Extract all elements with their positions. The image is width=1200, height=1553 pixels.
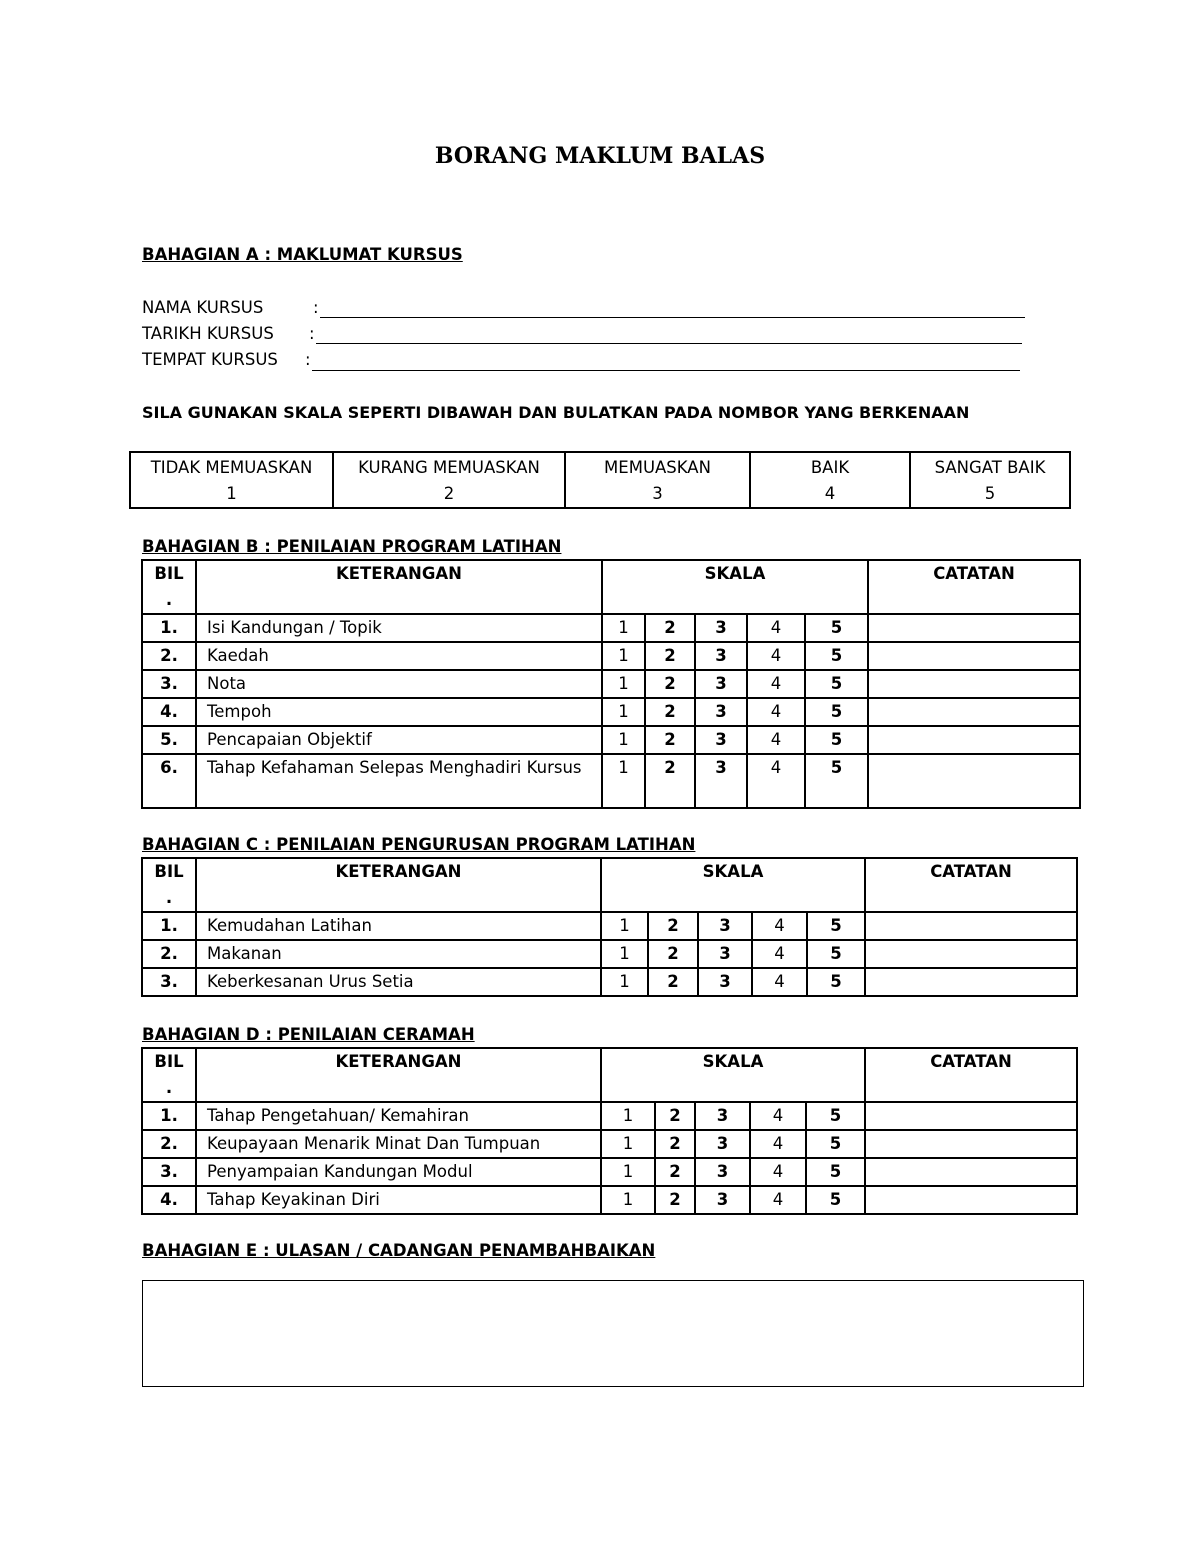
section-a-heading: BAHAGIAN A : MAKLUMAT KURSUS bbox=[142, 245, 463, 264]
field-colon: : bbox=[309, 324, 315, 343]
table-row bbox=[142, 940, 1077, 968]
row-description: Kemudahan Latihan bbox=[196, 912, 601, 940]
scale-option-4[interactable]: 4 bbox=[750, 1158, 806, 1186]
scale-option-5[interactable]: 5 bbox=[806, 1130, 865, 1158]
row-description: Isi Kandungan / Topik bbox=[196, 614, 602, 642]
row-description: Makanan bbox=[196, 940, 601, 968]
nama-kursus-input-line[interactable] bbox=[320, 317, 1025, 318]
tarikh-kursus-input-line[interactable] bbox=[316, 343, 1022, 344]
scale-option-3[interactable]: 3 bbox=[695, 614, 747, 642]
scale-option-1[interactable]: 1 bbox=[601, 940, 648, 968]
table-row bbox=[142, 1158, 1077, 1186]
row-bil: 1. bbox=[142, 1102, 196, 1130]
header-catatan: CATATAN bbox=[865, 858, 1077, 912]
scale-option-2[interactable]: 2 bbox=[645, 670, 695, 698]
header-bil-dot: . bbox=[165, 888, 173, 907]
field-colon: : bbox=[313, 298, 319, 317]
row-description: Kaedah bbox=[196, 642, 602, 670]
catatan-cell[interactable] bbox=[868, 754, 1080, 808]
scale-option-4[interactable]: 4 bbox=[750, 1102, 806, 1130]
row-bil: 5. bbox=[142, 726, 196, 754]
scale-option-2[interactable]: 2 bbox=[645, 614, 695, 642]
catatan-cell[interactable] bbox=[868, 670, 1080, 698]
scale-option-1[interactable]: 1 bbox=[602, 642, 645, 670]
comment-textbox[interactable] bbox=[142, 1280, 1084, 1387]
scale-option-2[interactable]: 2 bbox=[645, 642, 695, 670]
scale-option-2[interactable]: 2 bbox=[645, 726, 695, 754]
catatan-cell[interactable] bbox=[868, 698, 1080, 726]
row-bil: 2. bbox=[142, 642, 196, 670]
table-row bbox=[142, 1102, 1077, 1130]
header-keterangan: KETERANGAN bbox=[196, 560, 602, 614]
scale-option-4[interactable]: 4 bbox=[752, 912, 807, 940]
catatan-cell[interactable] bbox=[865, 912, 1077, 940]
scale-option-3[interactable]: 3 bbox=[698, 940, 752, 968]
table-row bbox=[142, 754, 1080, 808]
row-description: Pencapaian Objektif bbox=[196, 726, 602, 754]
scale-option-4[interactable]: 4 bbox=[747, 642, 805, 670]
scale-legend-table bbox=[129, 451, 1071, 509]
catatan-cell[interactable] bbox=[865, 1130, 1077, 1158]
row-bil: 3. bbox=[142, 1158, 196, 1186]
scale-option-3[interactable]: 3 bbox=[695, 1158, 750, 1186]
scale-option-3[interactable]: 3 bbox=[695, 698, 747, 726]
header-skala: SKALA bbox=[601, 1048, 865, 1102]
section-b-table bbox=[141, 559, 1081, 809]
scale-option-1[interactable]: 1 bbox=[601, 912, 648, 940]
header-catatan: CATATAN bbox=[865, 1048, 1077, 1102]
scale-option-2[interactable]: 2 bbox=[645, 698, 695, 726]
row-bil: 4. bbox=[142, 1186, 196, 1214]
row-bil: 4. bbox=[142, 698, 196, 726]
scale-legend-label: MEMUASKAN bbox=[604, 458, 711, 477]
scale-option-4[interactable]: 4 bbox=[747, 726, 805, 754]
scale-option-1[interactable]: 1 bbox=[602, 670, 645, 698]
field-label-tarikh-kursus: TARIKH KURSUS bbox=[142, 324, 274, 343]
scale-legend-value: 1 bbox=[226, 484, 237, 503]
header-bil bbox=[142, 560, 196, 614]
scale-option-1[interactable]: 1 bbox=[602, 698, 645, 726]
scale-option-5[interactable]: 5 bbox=[806, 1158, 865, 1186]
row-description: Nota bbox=[196, 670, 602, 698]
section-c-table bbox=[141, 857, 1078, 997]
header-bil-text: BIL bbox=[154, 1052, 184, 1071]
scale-option-3[interactable]: 3 bbox=[695, 754, 747, 808]
scale-option-5[interactable]: 5 bbox=[805, 698, 868, 726]
scale-option-1[interactable]: 1 bbox=[601, 968, 648, 996]
scale-option-4[interactable]: 4 bbox=[750, 1130, 806, 1158]
scale-option-2[interactable]: 2 bbox=[655, 1130, 695, 1158]
catatan-cell[interactable] bbox=[865, 940, 1077, 968]
scale-option-5[interactable]: 5 bbox=[807, 912, 865, 940]
scale-option-2[interactable]: 2 bbox=[648, 912, 698, 940]
scale-option-3[interactable]: 3 bbox=[695, 642, 747, 670]
scale-legend-cell bbox=[333, 452, 565, 508]
field-colon: : bbox=[305, 350, 311, 369]
header-bil-text: BIL bbox=[154, 564, 184, 583]
scale-option-1[interactable]: 1 bbox=[602, 754, 645, 808]
section-c-heading: BAHAGIAN C : PENILAIAN PENGURUSAN PROGRAM LATIHAN bbox=[142, 835, 696, 854]
header-keterangan: KETERANGAN bbox=[196, 1048, 601, 1102]
scale-legend-label: TIDAK MEMUASKAN bbox=[150, 458, 313, 477]
scale-legend-value: 3 bbox=[652, 484, 663, 503]
scale-option-5[interactable]: 5 bbox=[805, 754, 868, 808]
header-bil-text: BIL bbox=[154, 862, 184, 881]
scale-option-2[interactable]: 2 bbox=[648, 940, 698, 968]
field-label-nama-kursus: NAMA KURSUS bbox=[142, 298, 264, 317]
header-keterangan: KETERANGAN bbox=[196, 858, 601, 912]
table-row bbox=[142, 614, 1080, 642]
scale-legend-label: SANGAT BAIK bbox=[934, 458, 1046, 477]
catatan-cell[interactable] bbox=[865, 1102, 1077, 1130]
scale-option-3[interactable]: 3 bbox=[695, 1186, 750, 1214]
table-row bbox=[142, 670, 1080, 698]
scale-legend-cell bbox=[910, 452, 1070, 508]
scale-option-3[interactable]: 3 bbox=[698, 912, 752, 940]
scale-instruction: SILA GUNAKAN SKALA SEPERTI DIBAWAH DAN BULATKAN PADA NOMBOR YANG BERKENAAN bbox=[142, 403, 970, 422]
field-label-tempat-kursus: TEMPAT KURSUS bbox=[142, 350, 278, 369]
scale-legend-value: 4 bbox=[824, 484, 836, 503]
row-description: Tahap Kefahaman Selepas Menghadiri Kursus bbox=[196, 754, 602, 808]
scale-option-2[interactable]: 2 bbox=[655, 1186, 695, 1214]
table-row bbox=[142, 642, 1080, 670]
row-bil: 3. bbox=[142, 968, 196, 996]
scale-option-2[interactable]: 2 bbox=[648, 968, 698, 996]
table-row bbox=[142, 912, 1077, 940]
scale-option-3[interactable]: 3 bbox=[698, 968, 752, 996]
catatan-cell[interactable] bbox=[865, 968, 1077, 996]
header-bil bbox=[142, 1048, 196, 1102]
header-skala: SKALA bbox=[601, 858, 865, 912]
row-description: Penyampaian Kandungan Modul bbox=[196, 1158, 601, 1186]
scale-option-4[interactable]: 4 bbox=[752, 940, 807, 968]
header-bil-dot: . bbox=[165, 1078, 173, 1097]
scale-option-5[interactable]: 5 bbox=[805, 642, 868, 670]
row-description: Tahap Keyakinan Diri bbox=[196, 1186, 601, 1214]
section-d-heading: BAHAGIAN D : PENILAIAN CERAMAH bbox=[142, 1025, 475, 1044]
scale-option-5[interactable]: 5 bbox=[807, 968, 865, 996]
catatan-cell[interactable] bbox=[868, 614, 1080, 642]
scale-option-5[interactable]: 5 bbox=[807, 940, 865, 968]
table-row bbox=[142, 726, 1080, 754]
row-bil: 2. bbox=[142, 940, 196, 968]
row-description: Tahap Pengetahuan/ Kemahiran bbox=[196, 1102, 601, 1130]
row-bil: 6. bbox=[142, 754, 196, 808]
header-bil bbox=[142, 858, 196, 912]
table-row bbox=[142, 968, 1077, 996]
scale-option-4[interactable]: 4 bbox=[752, 968, 807, 996]
scale-option-1[interactable]: 1 bbox=[601, 1186, 655, 1214]
header-skala: SKALA bbox=[602, 560, 868, 614]
scale-option-1[interactable]: 1 bbox=[602, 614, 645, 642]
scale-option-3[interactable]: 3 bbox=[695, 1130, 750, 1158]
scale-legend-cell bbox=[130, 452, 333, 508]
scale-option-3[interactable]: 3 bbox=[695, 1102, 750, 1130]
table-row bbox=[142, 1130, 1077, 1158]
catatan-cell[interactable] bbox=[865, 1186, 1077, 1214]
table-row bbox=[142, 1186, 1077, 1214]
scale-legend-value: 2 bbox=[443, 484, 455, 503]
header-catatan: CATATAN bbox=[868, 560, 1080, 614]
scale-option-1[interactable]: 1 bbox=[601, 1130, 655, 1158]
scale-option-5[interactable]: 5 bbox=[806, 1186, 865, 1214]
catatan-cell[interactable] bbox=[868, 642, 1080, 670]
tempat-kursus-input-line[interactable] bbox=[312, 370, 1020, 371]
scale-legend-cell bbox=[750, 452, 910, 508]
scale-option-2[interactable]: 2 bbox=[645, 754, 695, 808]
scale-legend-label: BAIK bbox=[810, 458, 850, 477]
section-d-table bbox=[141, 1047, 1078, 1215]
scale-option-4[interactable]: 4 bbox=[747, 754, 805, 808]
row-bil: 2. bbox=[142, 1130, 196, 1158]
scale-option-1[interactable]: 1 bbox=[602, 726, 645, 754]
scale-option-1[interactable]: 1 bbox=[601, 1102, 655, 1130]
scale-legend-value: 5 bbox=[984, 484, 996, 503]
header-bil-dot: . bbox=[165, 590, 173, 609]
row-description: Keupayaan Menarik Minat Dan Tumpuan bbox=[196, 1130, 601, 1158]
scale-option-5[interactable]: 5 bbox=[805, 726, 868, 754]
scale-option-2[interactable]: 2 bbox=[655, 1102, 695, 1130]
scale-option-4[interactable]: 4 bbox=[747, 614, 805, 642]
form-title: BORANG MAKLUM BALAS bbox=[434, 143, 766, 169]
scale-legend-label: KURANG MEMUASKAN bbox=[358, 458, 540, 477]
row-bil: 1. bbox=[142, 912, 196, 940]
row-description: Tempoh bbox=[196, 698, 602, 726]
catatan-cell[interactable] bbox=[868, 726, 1080, 754]
table-row bbox=[142, 698, 1080, 726]
scale-option-4[interactable]: 4 bbox=[747, 670, 805, 698]
row-description: Keberkesanan Urus Setia bbox=[196, 968, 601, 996]
scale-option-1[interactable]: 1 bbox=[601, 1158, 655, 1186]
row-bil: 3. bbox=[142, 670, 196, 698]
scale-option-3[interactable]: 3 bbox=[695, 670, 747, 698]
row-bil: 1. bbox=[142, 614, 196, 642]
section-b-heading: BAHAGIAN B : PENILAIAN PROGRAM LATIHAN bbox=[142, 537, 562, 556]
scale-option-5[interactable]: 5 bbox=[805, 614, 868, 642]
scale-option-3[interactable]: 3 bbox=[695, 726, 747, 754]
catatan-cell[interactable] bbox=[865, 1158, 1077, 1186]
scale-option-2[interactable]: 2 bbox=[655, 1158, 695, 1186]
scale-legend-cell bbox=[565, 452, 750, 508]
scale-option-4[interactable]: 4 bbox=[747, 698, 805, 726]
scale-option-4[interactable]: 4 bbox=[750, 1186, 806, 1214]
scale-option-5[interactable]: 5 bbox=[806, 1102, 865, 1130]
scale-option-5[interactable]: 5 bbox=[805, 670, 868, 698]
section-e-heading: BAHAGIAN E : ULASAN / CADANGAN PENAMBAHBAIKAN bbox=[142, 1241, 656, 1260]
